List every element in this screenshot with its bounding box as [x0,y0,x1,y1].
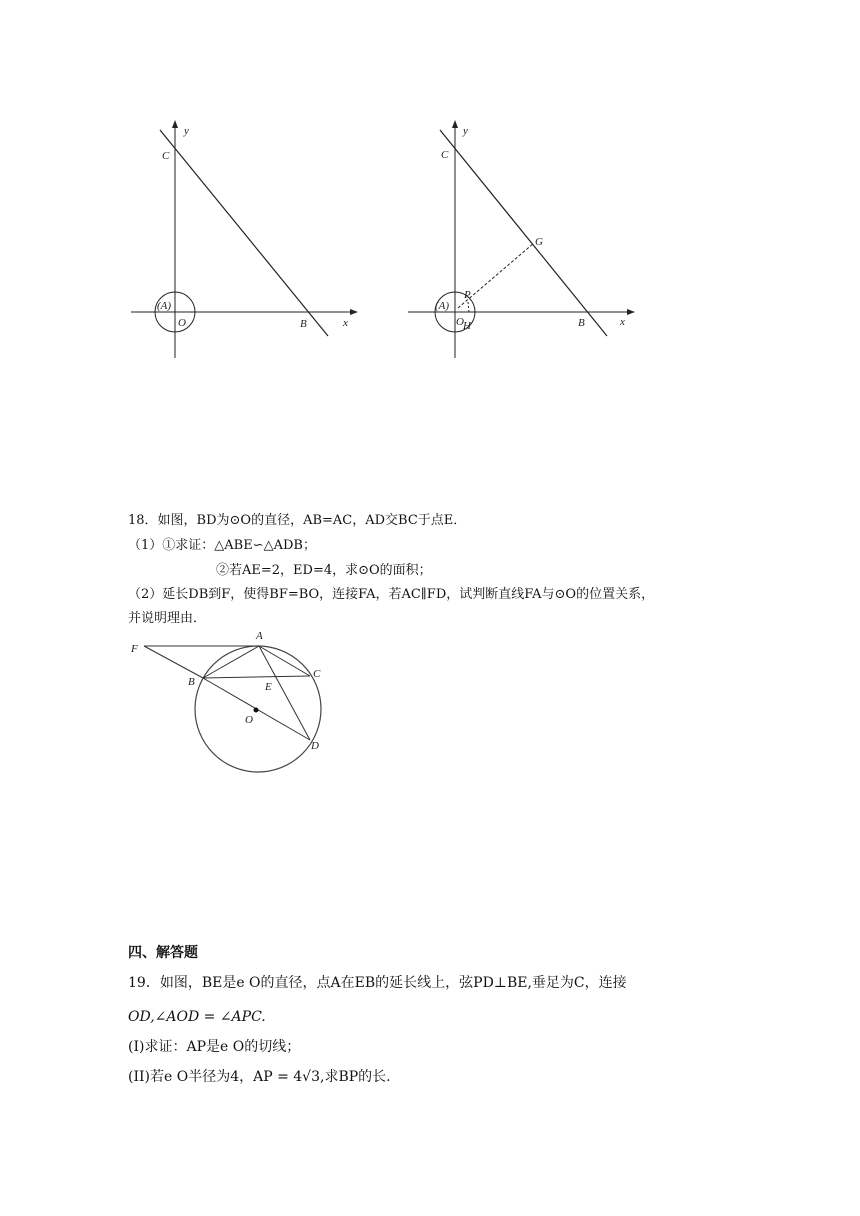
section-heading: 四、解答题 [128,945,198,961]
figure-circle-18 [128,628,328,778]
label-p: P [464,289,471,301]
label-a: A [256,630,263,642]
problem19-part2: (II)若e O半径为4，AP = 4√3,求BP的长. [128,1069,391,1085]
label-y: y [184,125,189,137]
label-b: B [188,676,195,688]
problem19-line2: OD,∠AOD = ∠APC. [128,1009,266,1025]
label-f: F [131,643,138,655]
label-o: O [178,317,186,329]
label-e: E [265,681,272,693]
problem18-part1b: ②若AE=2，ED=4，求⊙O的面积； [216,563,432,578]
label-a: (A) [157,300,172,312]
figure-coordinate-1 [128,118,360,363]
label-c: C [313,668,321,680]
label-c: C [162,150,170,162]
label-b: B [300,318,307,330]
problem18-part1a: （1）①求证：△ABE∽△ADB； [128,538,316,553]
problem18-stem: 18．如图，BD为⊙O的直径，AB=AC，AD交BC于点E． [128,513,467,528]
label-x: x [620,316,625,328]
label-d: D [311,740,319,752]
label-b: B [578,317,585,329]
label-x: x [343,317,348,329]
label-h: H [463,320,471,332]
problem19-line1: 19．如图，BE是e O的直径，点A在EB的延长线上，弦PD⊥BE,垂足为C，连接 [128,975,627,991]
problem18-part2b: 并说明理由． [128,611,207,626]
label-a: (A) [435,300,450,312]
label-c: C [441,149,449,161]
figure-coordinate-2 [405,118,637,363]
problem19-part1: (I)求证：AP是e O的切线； [128,1039,301,1055]
problem18-part2a: （2）延长DB到F，使得BF=BO，连接FA，若AC∥FD，试判断直线FA与⊙O的位置关系， [128,587,655,602]
label-o: O [456,316,464,328]
label-o: O [245,714,253,726]
label-y: y [463,125,468,137]
label-g: G [535,236,543,248]
